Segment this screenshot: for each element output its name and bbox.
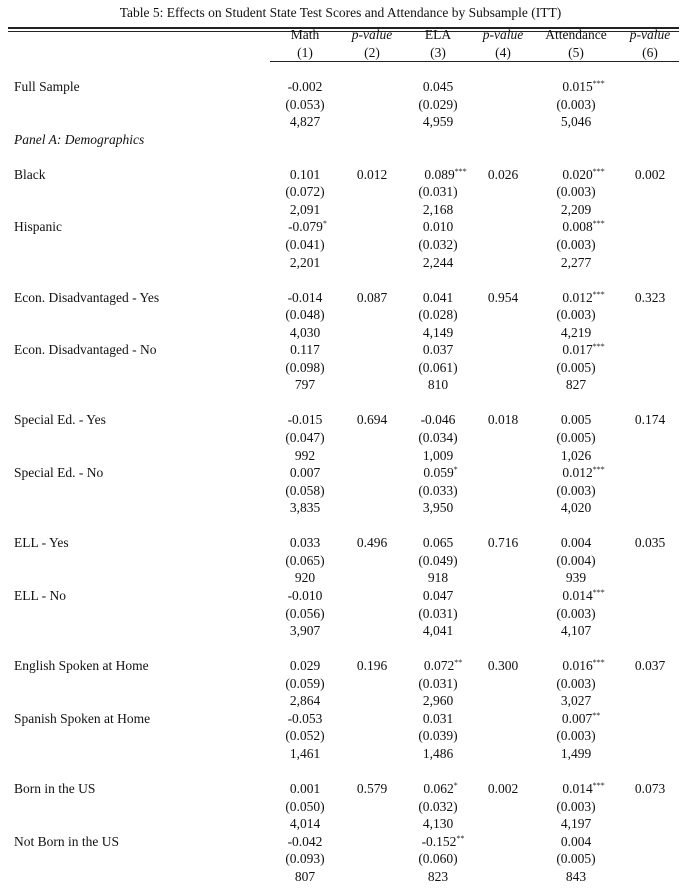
standard-error: (0.039)	[418, 728, 458, 744]
p-value: 0.012	[356, 166, 388, 182]
observations: 4,107	[560, 623, 592, 639]
coefficient: -0.152**	[421, 833, 465, 849]
observations: 3,835	[289, 500, 321, 516]
observations: 5,046	[560, 114, 592, 130]
standard-error: (0.031)	[418, 605, 458, 621]
coefficient: 0.005	[560, 412, 592, 428]
p-value: 0.694	[356, 412, 388, 428]
significance-stars: ***	[592, 289, 605, 299]
standard-error: (0.060)	[418, 851, 458, 867]
observations: 2,277	[560, 254, 592, 270]
column-label: p-value	[629, 27, 671, 42]
observations: 827	[565, 377, 587, 393]
observations: 2,091	[289, 201, 321, 217]
p-value: 0.035	[634, 535, 666, 551]
p-value: 0.026	[487, 166, 519, 182]
standard-error: (0.003)	[556, 307, 596, 323]
row-label: ELL - No	[14, 587, 66, 603]
row-label: Special Ed. - Yes	[14, 412, 106, 428]
coefficient: 0.008***	[562, 219, 605, 235]
row-label: Born in the US	[14, 781, 96, 796]
standard-error: (0.032)	[418, 798, 458, 814]
standard-error: (0.050)	[285, 798, 325, 814]
standard-error: (0.004)	[556, 552, 596, 568]
standard-error: (0.031)	[418, 184, 458, 200]
significance-stars: ***	[592, 219, 605, 229]
standard-error: (0.052)	[285, 728, 325, 744]
standard-error: (0.047)	[285, 430, 325, 445]
column-number: (1)	[297, 45, 313, 60]
p-value: 0.018	[487, 412, 519, 428]
column-label: p-value	[482, 27, 524, 42]
coefficient: 0.016***	[562, 658, 605, 674]
coefficient: 0.014***	[562, 587, 605, 603]
p-value: 0.716	[487, 535, 519, 551]
standard-error: (0.005)	[556, 430, 596, 445]
observations: 2,960	[422, 693, 454, 709]
observations: 823	[427, 868, 449, 884]
significance-stars: *	[453, 465, 458, 475]
row-label: Not Born in the US	[14, 833, 120, 849]
standard-error: (0.003)	[556, 482, 596, 498]
coefficient: -0.079*	[288, 219, 327, 235]
standard-error: (0.031)	[418, 675, 458, 691]
standard-error: (0.053)	[285, 96, 325, 112]
coefficient: -0.046	[420, 412, 456, 428]
column-label: p-value	[351, 27, 393, 42]
standard-error: (0.093)	[285, 851, 325, 867]
coefficient: 0.012***	[562, 465, 605, 481]
row-label: Full Sample	[14, 79, 80, 94]
observations: 2,864	[289, 693, 321, 709]
coefficient: 0.059*	[423, 465, 458, 481]
coefficient: 0.010	[422, 219, 454, 235]
row-label: Black	[14, 166, 46, 182]
p-value: 0.323	[634, 289, 666, 305]
observations: 4,130	[422, 816, 454, 832]
standard-error: (0.003)	[556, 184, 596, 200]
standard-error: (0.005)	[556, 359, 596, 375]
standard-error: (0.005)	[556, 851, 596, 867]
standard-error: (0.029)	[418, 96, 458, 112]
observations: 797	[294, 377, 316, 393]
observations: 2,209	[560, 201, 592, 217]
p-value: 0.954	[487, 289, 519, 305]
coefficient: 0.037	[422, 342, 454, 358]
observations: 2,168	[422, 201, 454, 217]
significance-stars: ***	[592, 658, 605, 668]
row-label: Special Ed. - No	[14, 465, 104, 481]
observations: 3,950	[422, 500, 454, 516]
significance-stars: ***	[592, 587, 605, 597]
row-label: ELL - Yes	[14, 535, 69, 551]
p-value: 0.037	[634, 658, 666, 674]
column-label: Attendance	[545, 27, 607, 42]
coefficient: 0.029	[289, 658, 321, 674]
observations: 918	[427, 570, 449, 586]
coefficient: 0.031	[422, 710, 454, 726]
observations: 3,027	[560, 693, 592, 709]
coefficient: 0.117	[290, 342, 320, 358]
standard-error: (0.003)	[556, 798, 596, 814]
standard-error: (0.003)	[556, 605, 596, 621]
standard-error: (0.056)	[285, 605, 325, 621]
standard-error: (0.032)	[418, 236, 458, 252]
observations: 1,009	[422, 447, 454, 463]
p-value: 0.002	[634, 166, 666, 182]
observations: 4,030	[289, 324, 321, 340]
p-value: 0.087	[356, 289, 388, 305]
row-label: Hispanic	[14, 219, 62, 235]
coefficient: -0.015	[287, 412, 323, 428]
observations: 1,499	[560, 745, 592, 761]
column-number: (4)	[495, 45, 511, 60]
p-value: 0.579	[356, 781, 388, 796]
observations: 807	[294, 868, 316, 884]
observations: 4,959	[422, 114, 454, 130]
observations: 3,907	[289, 623, 321, 639]
coefficient: -0.042	[287, 833, 323, 849]
significance-stars: **	[456, 833, 465, 843]
standard-error: (0.003)	[556, 96, 596, 112]
observations: 920	[294, 570, 316, 586]
coefficient: 0.045	[422, 79, 454, 94]
significance-stars: ***	[454, 166, 467, 176]
p-value: 0.174	[634, 412, 666, 428]
p-value: 0.002	[487, 781, 519, 796]
row-label: Econ. Disadvantaged - No	[14, 342, 157, 358]
significance-stars: ***	[592, 465, 605, 475]
standard-error: (0.061)	[418, 359, 458, 375]
standard-error: (0.003)	[556, 236, 596, 252]
significance-stars: ***	[592, 781, 605, 790]
column-number: (5)	[568, 45, 584, 60]
significance-stars: *	[322, 219, 327, 229]
coefficient: 0.020***	[562, 166, 605, 182]
panel-a-label: Panel A: Demographics	[14, 132, 145, 147]
column-label: Math	[290, 27, 320, 42]
standard-error: (0.049)	[418, 552, 458, 568]
observations: 992	[294, 447, 316, 463]
coefficient: 0.047	[422, 587, 454, 603]
row-label: English Spoken at Home	[14, 658, 149, 674]
coefficient: 0.041	[422, 289, 454, 305]
standard-error: (0.041)	[285, 236, 325, 252]
coefficient: 0.015***	[562, 79, 605, 94]
significance-stars: ***	[592, 166, 605, 176]
coefficient: -0.053	[287, 710, 323, 726]
significance-stars: ***	[592, 342, 605, 352]
observations: 1,026	[560, 447, 592, 463]
coefficient: 0.004	[560, 535, 592, 551]
observations: 4,014	[289, 816, 321, 832]
observations: 4,149	[422, 324, 454, 340]
coefficient: -0.002	[287, 79, 323, 94]
row-label: Spanish Spoken at Home	[14, 710, 151, 726]
significance-stars: **	[592, 710, 601, 720]
standard-error: (0.048)	[285, 307, 325, 323]
p-value: 0.073	[634, 781, 666, 796]
standard-error: (0.003)	[556, 728, 596, 744]
column-number: (2)	[364, 45, 380, 60]
coefficient: 0.062*	[423, 781, 458, 796]
significance-stars: *	[453, 781, 458, 790]
column-label: ELA	[424, 27, 452, 42]
observations: 810	[427, 377, 449, 393]
observations: 939	[565, 570, 587, 586]
standard-error: (0.098)	[285, 359, 325, 375]
standard-error: (0.058)	[285, 482, 325, 498]
standard-error: (0.033)	[418, 482, 458, 498]
coefficient: 0.004	[560, 833, 592, 849]
column-number: (6)	[642, 45, 658, 60]
observations: 2,244	[422, 254, 454, 270]
row-label: Econ. Disadvantaged - Yes	[14, 289, 160, 305]
standard-error: (0.003)	[556, 675, 596, 691]
observations: 4,197	[560, 816, 592, 832]
standard-error: (0.034)	[418, 430, 458, 445]
table-title: Table 5: Effects on Student State Test Scores and Attendance by Subsample (ITT)	[119, 5, 562, 20]
standard-error: (0.072)	[285, 184, 325, 200]
p-value: 0.496	[356, 535, 388, 551]
coefficient: 0.065	[422, 535, 454, 551]
observations: 4,041	[422, 623, 454, 639]
coefficient: 0.012***	[562, 289, 605, 305]
observations: 1,461	[289, 745, 321, 761]
coefficient: 0.014***	[562, 781, 605, 796]
coefficient: 0.089***	[424, 166, 467, 182]
coefficient: 0.017***	[562, 342, 605, 358]
p-value: 0.196	[356, 658, 388, 674]
observations: 1,486	[422, 745, 454, 761]
coefficient: 0.101	[289, 166, 321, 182]
significance-stars: **	[454, 658, 463, 668]
column-number: (3)	[430, 45, 446, 60]
observations: 4,219	[560, 324, 592, 340]
observations: 2,201	[289, 254, 321, 270]
observations: 843	[565, 868, 587, 884]
significance-stars: ***	[592, 79, 605, 88]
standard-error: (0.028)	[418, 307, 458, 323]
coefficient: 0.007	[289, 465, 321, 481]
standard-error: (0.065)	[285, 552, 325, 568]
coefficient: -0.014	[287, 289, 323, 305]
coefficient: 0.072**	[423, 658, 463, 674]
coefficient: -0.010	[287, 587, 323, 603]
header-rule	[270, 61, 679, 62]
coefficient: 0.007**	[561, 710, 601, 726]
observations: 4,827	[289, 114, 321, 130]
coefficient: 0.001	[289, 781, 321, 796]
standard-error: (0.059)	[285, 675, 325, 691]
observations: 4,020	[560, 500, 592, 516]
p-value: 0.300	[487, 658, 519, 674]
coefficient: 0.033	[289, 535, 321, 551]
